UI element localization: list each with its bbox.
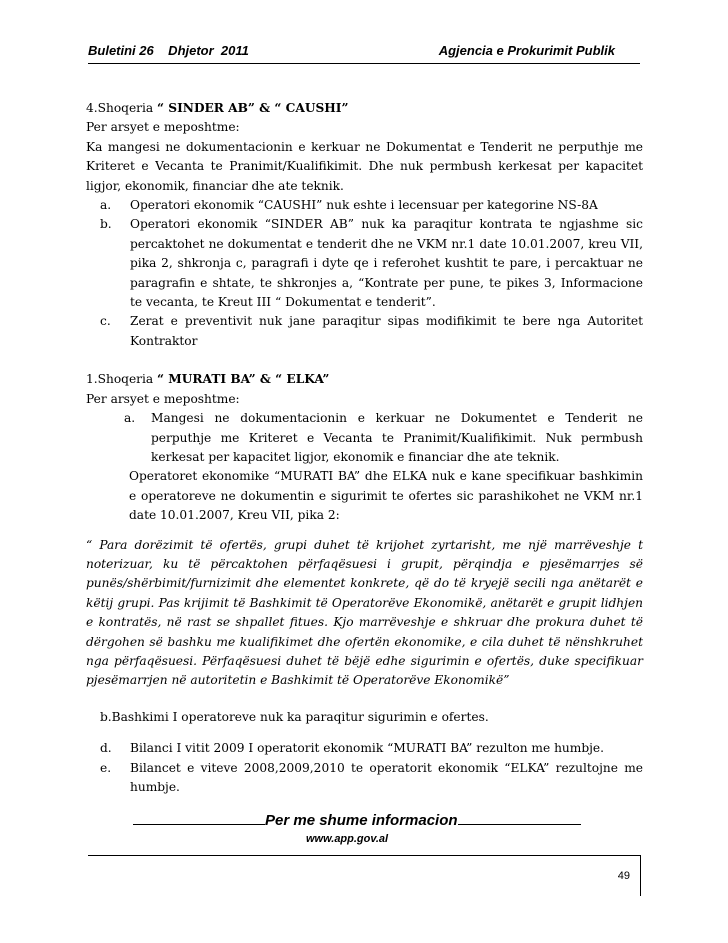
footer-url: www.app.gov.al <box>306 833 389 845</box>
section-4-item-b <box>100 215 643 312</box>
item-label: b. <box>100 217 112 232</box>
section-1-item-d <box>100 739 643 758</box>
section-1-item-a <box>124 409 643 467</box>
item-text: Operatori ekonomik “SINDER AB” nuk ka paraqitur kontrata te ngjashme sic percaktohet ne dokumentat e tenderit dhe ne VKM nr.1 date 10.01.2007, kreu VII, pika 2, shkronja c, paragrafi i dyte qe i referohet kushtit te pare, i percaktuar ne paragrafin e shtate, te shkronjes a, “Kontrate per pune, te pikes 3, Informacione te vecanta, te Kreut III “ Dokumentat e tenderit”. <box>130 217 643 310</box>
agency-name: Agjencia e Prokurimit Publik <box>438 43 615 58</box>
footer-info-text: Per me shume informacion <box>265 812 458 829</box>
item-text: Zerat e preventivit nuk jane paraqitur sipas modifikimit te bere nga Autoritet Kontraktor <box>130 314 643 348</box>
section-1-item-b: b.Bashkimi I operatoreve nuk ka paraqitur sigurimin e ofertes. <box>100 709 489 724</box>
underline-left <box>133 812 265 825</box>
item-text: Bilancet e viteve 2008,2009,2010 te operatorit ekonomik “ELKA” rezultojne me humbje. <box>130 760 643 794</box>
item-label: c. <box>100 314 111 329</box>
section-1-title <box>86 370 643 389</box>
item-text: Mangesi ne dokumentacionin e kerkuar ne Dokumentet e Tenderit ne perputhje me Kriteret e Vecanta te Pranimit/Kualifikimit. Nuk permbush kerkesat per kapacitet ligjor, ekonomik e financiar dhe ate teknik. <box>151 411 643 464</box>
section-4-title <box>86 99 643 118</box>
bulletin-title: Buletini 26 Dhjetor 2011 <box>88 43 249 58</box>
page-number: 49 <box>617 870 630 882</box>
item-label: e. <box>100 760 112 775</box>
underline-right <box>458 812 581 825</box>
document-body <box>86 99 643 797</box>
section-1-item-e <box>100 759 643 798</box>
item-label: a. <box>124 411 136 426</box>
section-4-reasons-intro: Per arsyet e meposhtme: <box>86 120 240 135</box>
page-number-box <box>88 855 641 896</box>
operators-note: Operatoret ekonomike “MURATI BA” dhe ELKA nuk e kane specifikuar bashkimin e operatoreve ne dokumentin e sigurimit te ofertes sic parashikohet ne VKM nr.1 date 10.01.2007, Kreu VII, pika 2: <box>129 469 643 523</box>
footer-info-line <box>133 812 573 829</box>
section-4-paragraph: Ka mangesi ne dokumentacionin e kerkuar ne Dokumentat e Tenderit ne perputhje me Kriteret e Vecanta te Pranimit/Kualifikimit. Dhe nuk permbush kerkesat per kapacitet ligjor, ekonomik, financiar dhe ate teknik. <box>86 139 643 193</box>
item-text: Bilanci I vitit 2009 I operatorit ekonomik “MURATI BA” rezulton me humbje. <box>130 741 605 756</box>
section-1-prefix: 1.Shoqeria <box>86 372 158 387</box>
section-1-reasons-intro: Per arsyet e meposhtme: <box>86 391 240 406</box>
legal-quote: “ Para dorëzimit të ofertës, grupi duhet të krijohet zyrtarisht, me një marrëveshje t noterizuar, ku të përcaktohen përfaqësuesi i grupit, përqindja e pjesëmarrjes së punës/shërbimit/furnizimit dhe elementet konkrete, që do të kryejë secili nga anëtarët e këtij grupi. Pas krijimit të Bashkimit të Operatorëve Ekonomikë, anëtarët e grupit lidhjen e kontratës, në rast se shpallet fitues. Kjo marrëveshje e shkruar dhe prokura duhet të dërgohen së bashku me kualifikimet dhe ofertën ekonomike, e cila duhet të nënshkruhet nga përfaqësuesi. Përfaqësuesi duhet të bëjë edhe sigurimin e ofertës, duke specifikuar pjesëmarrjen në autoritetin e Bashkimit të Operatorëve Ekonomikë” <box>86 537 643 688</box>
item-label: a. <box>100 198 112 213</box>
item-label: d. <box>100 741 112 756</box>
section-4-item-a <box>100 196 643 215</box>
item-text: Operatori ekonomik “CAUSHI” nuk eshte i lecensuar per kategorine NS-8A <box>130 198 598 213</box>
section-4-item-c <box>100 312 643 351</box>
section-1-companies: “ MURATI BA” & “ ELKA” <box>157 372 330 387</box>
section-4-prefix: 4.Shoqeria <box>86 101 158 115</box>
page-header <box>88 43 640 64</box>
section-4-companies: “ SINDER AB” & “ CAUSHI” <box>157 101 349 115</box>
